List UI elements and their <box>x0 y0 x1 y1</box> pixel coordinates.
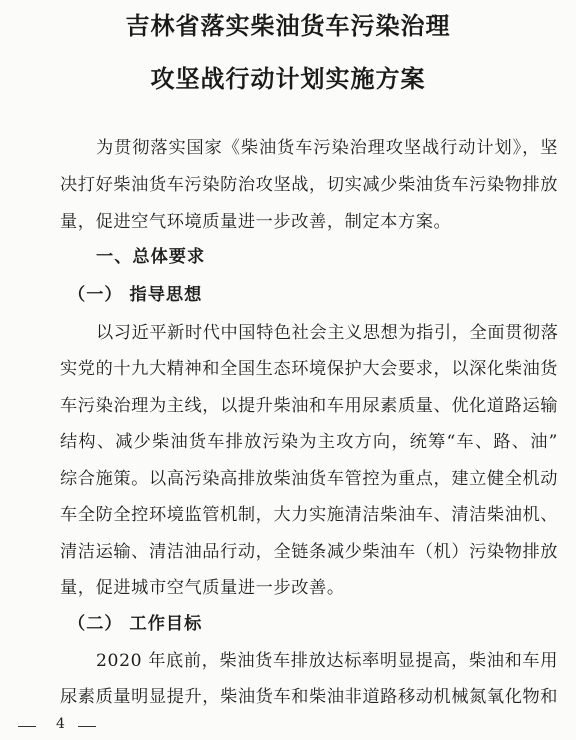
para1-line-2: 实党的十九大精神和全国生态环境保护大会要求，以深化柴油货 <box>60 359 559 379</box>
intro-line-3: 量，促进空气环境质量进一步改善，制定本方案。 <box>60 212 452 232</box>
page-footer <box>18 716 108 733</box>
intro-line-1: 为贯彻落实国家《柴油货车污染治理攻坚战行动计划》，坚 <box>96 138 558 158</box>
intro-line-2: 决打好柴油货车污染防治攻坚战，切实减少柴油货车污染物排放 <box>60 175 559 195</box>
section-heading-1: 一、总体要求 <box>96 247 206 267</box>
para1-line-6: 车全防全控环境监管机制，大力实施清洁柴油车、清洁柴油机、 <box>60 505 559 525</box>
footer-dash-left <box>18 726 36 727</box>
subsection-heading-1: （一） 指导思想 <box>68 285 203 305</box>
document-title-line-2: 攻坚战行动计划实施方案 <box>150 65 426 93</box>
para1-line-3: 车污染治理为主线，以提升柴油和车用尿素质量、优化道路运输 <box>60 396 559 416</box>
para2-line-1: 2020 年底前，柴油货车排放达标率明显提高，柴油和车用 <box>96 651 558 671</box>
subsection-heading-2: （二） 工作目标 <box>68 614 203 634</box>
para2-line-2: 尿素质量明显提升，柴油货车和柴油非道路移动机械氮氧化物和 <box>60 687 559 707</box>
document-title-line-1: 吉林省落实柴油货车污染治理 <box>125 12 451 40</box>
para1-line-5: 综合施策。以高污染高排放柴油货车管控为重点，建立健全机动 <box>60 469 559 489</box>
para1-line-1: 以习近平新时代中国特色社会主义思想为指引，全面贯彻落 <box>96 323 559 343</box>
para1-line-8: 量，促进城市空气质量进一步改善。 <box>60 578 345 598</box>
page-number: 4 <box>56 716 65 732</box>
para1-line-7: 清洁运输、清洁油品行动，全链条减少柴油车（机）污染物排放 <box>60 542 559 562</box>
footer-dash-right <box>78 726 96 727</box>
para1-line-4: 结构、减少柴油货车排放污染为主攻方向，统筹“车、路、油” <box>60 432 558 452</box>
